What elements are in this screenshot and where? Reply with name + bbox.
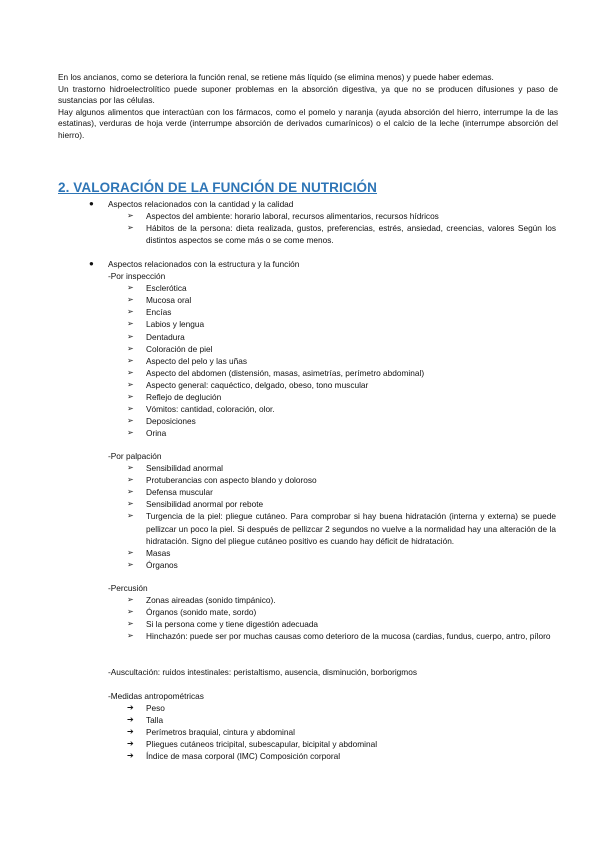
arrow-bullet-icon: ➢	[127, 607, 134, 617]
list-item-row	[0, 391, 600, 403]
arrow-bullet-icon: ➢	[127, 475, 134, 485]
arrow-bullet-icon: ➢	[127, 631, 134, 641]
list-item: Orina	[146, 428, 167, 439]
list-item: Hinchazón: puede ser por muchas causas como deterioro de la mucosa (cardias, fundus, cuerpo, antro, píloro	[146, 631, 551, 642]
list-item: Vómitos: cantidad, coloración, olor.	[146, 404, 275, 415]
arrow-bullet-icon: ➢	[127, 463, 134, 473]
arrow-bullet-icon: ➢	[127, 355, 134, 365]
arrow-bullet-icon: ➢	[127, 487, 134, 497]
section-heading: 2. VALORACIÓN DE LA FUNCIÓN DE NUTRICIÓN	[58, 180, 378, 195]
intro-paragraph: Hay algunos alimentos que interactúan con los fármacos, como el pomelo y naranja (ayuda absorción del hierro, interrumpe la de las estatinas), verduras de hoja verde (interrumpe absorción de derivados cumarínicos) o el calcio de la leche (interrumpe absorción del hierro).	[58, 106, 558, 140]
list-item-row	[0, 750, 600, 762]
list-item-row	[0, 738, 600, 750]
list-item: Si la persona come y tiene digestión adecuada	[146, 619, 319, 630]
arrow-bullet-icon: ➢	[127, 392, 134, 402]
list-item: Coloración de piel	[146, 343, 213, 354]
list-item-row	[0, 702, 600, 714]
arrow-bullet-icon: ➢	[127, 379, 134, 389]
list-item-row	[0, 618, 600, 630]
intro-paragraph: En los ancianos, como se deteriora la función renal, se retiene más líquido (se elimina menos) y puede haber edemas.	[58, 72, 494, 82]
list-item: Sensibilidad anormal	[146, 463, 224, 474]
section-quantity-quality	[0, 198, 600, 246]
arrow-bullet-icon: ➢	[127, 319, 134, 329]
auscultation-block	[0, 666, 600, 678]
list-item-row	[0, 415, 600, 427]
list-item-row	[0, 726, 600, 738]
list-item: Aspectos del ambiente: horario laboral, recursos alimentarios, recursos hídricos	[146, 211, 439, 222]
arrow-bullet-icon: ➔	[127, 727, 134, 737]
auscultation-line: -Auscultación: ruidos intestinales: peristaltismo, ausencia, disminución, borborigmos	[108, 667, 417, 677]
list-item-row	[0, 355, 600, 367]
list-item-row	[0, 306, 600, 318]
list-item: Mucosa oral	[146, 295, 192, 306]
subsection-label: -Por inspección	[108, 271, 166, 282]
list-item: Sensibilidad anormal por rebote	[146, 499, 264, 510]
list-item: Defensa muscular	[146, 487, 213, 498]
arrow-bullet-icon: ➢	[127, 211, 134, 221]
list-item-row	[0, 486, 600, 498]
list-item: Perímetros braquial, cintura y abdominal	[146, 727, 295, 738]
palpation-block	[0, 450, 600, 571]
list-item: Aspecto del pelo y las uñas	[146, 355, 248, 366]
arrow-bullet-icon: ➢	[127, 595, 134, 605]
list-item: Encías	[146, 307, 172, 318]
list-item-row	[0, 343, 600, 355]
list-item-row	[0, 547, 600, 559]
arrow-bullet-icon: ➢	[127, 619, 134, 629]
list-item-row	[0, 474, 600, 486]
inspection-list	[0, 282, 600, 439]
list-item: Talla	[146, 715, 164, 726]
section-structure-function	[0, 258, 600, 439]
arrow-bullet-icon: ➢	[127, 404, 134, 414]
arrow-bullet-icon: ➢	[127, 547, 134, 557]
arrow-bullet-icon: ➢	[127, 307, 134, 317]
list-item: Hábitos de la persona: dieta realizada, gustos, preferencias, estrés, ansiedad, creencias, valores Según los distintos aspectos se come más o se come menos.	[146, 223, 556, 246]
bullet-icon: ●	[89, 259, 94, 268]
list-item-row	[0, 462, 600, 474]
list-item-row	[0, 294, 600, 306]
arrow-bullet-icon: ➔	[127, 751, 134, 761]
subsection-label: -Medidas antropométricas	[108, 691, 204, 701]
arrow-bullet-icon: ➢	[127, 331, 134, 341]
arrow-bullet-icon: ➢	[127, 295, 134, 305]
arrow-bullet-icon: ➔	[127, 715, 134, 725]
anthropometric-list	[0, 702, 600, 762]
arrow-bullet-icon: ➢	[127, 367, 134, 377]
subsection-label: -Por palpación	[108, 451, 162, 461]
list-item-row	[0, 282, 600, 294]
subsection-label: -Percusión	[108, 583, 148, 593]
list-item-title: Aspectos relacionados con la estructura y la función	[108, 259, 300, 269]
arrow-bullet-icon: ➔	[127, 739, 134, 749]
list-item: Órganos (sonido mate, sordo)	[146, 607, 257, 618]
list-item: Protuberancias con aspecto blando y doloroso	[146, 475, 317, 486]
arrow-bullet-icon: ➢	[127, 283, 134, 293]
palpation-list	[0, 462, 600, 510]
bullet-icon: ●	[89, 199, 94, 208]
list-item-row	[0, 379, 600, 391]
list-item-row	[0, 427, 600, 439]
percussion-list	[0, 594, 600, 630]
list-item-row	[0, 498, 600, 510]
arrow-bullet-icon: ➢	[127, 511, 134, 521]
list-item-row	[0, 594, 600, 606]
list-item-row	[0, 318, 600, 330]
palpation-list-continued	[0, 547, 600, 571]
arrow-bullet-icon: ➔	[127, 703, 134, 713]
percussion-block	[0, 582, 600, 642]
list-item: Masas	[146, 547, 171, 558]
list-item: Aspecto general: caquéctico, delgado, obeso, tono muscular	[146, 379, 369, 390]
list-item: Turgencia de la piel: pliegue cutáneo. Para comprobar si hay buena hidratación (interna y externa) se puede pellizcar un poco la piel. Si después de pellizcar 2 segundos no vuelve a la normalidad hay una alteración de la hidratación. Signo del pliegue cutáneo positivo es cuando hay déficit de hidratación.	[146, 511, 556, 546]
arrow-bullet-icon: ➢	[127, 343, 134, 353]
list-item: Aspecto del abdomen (distensión, masas, asimetrías, perímetro abdominal)	[146, 367, 425, 378]
intro-paragraph: Un trastorno hidroelectrolítico puede suponer problemas en la absorción digestiva, ya que no se producen difusiones y paso de sustancias por las células.	[58, 83, 558, 106]
list-item: Órganos	[146, 559, 178, 570]
anthropometric-block	[0, 690, 600, 763]
list-item-row	[0, 559, 600, 571]
list-item: Dentadura	[146, 331, 185, 342]
list-item-row	[0, 331, 600, 343]
list-item: Labios y lengua	[146, 319, 205, 330]
arrow-bullet-icon: ➢	[127, 223, 134, 233]
list-item-row	[0, 403, 600, 415]
list-item-row	[0, 714, 600, 726]
list-item-title: Aspectos relacionados con la cantidad y la calidad	[108, 199, 294, 209]
list-item: Esclerótica	[146, 283, 187, 294]
list-item: Deposiciones	[146, 416, 196, 427]
arrow-bullet-icon: ➢	[127, 499, 134, 509]
list-item-row	[0, 606, 600, 618]
arrow-bullet-icon: ➢	[127, 416, 134, 426]
list-item: Peso	[146, 703, 165, 714]
arrow-bullet-icon: ➢	[127, 428, 134, 438]
list-item: Reflejo de deglución	[146, 392, 222, 403]
list-item-row	[0, 367, 600, 379]
arrow-bullet-icon: ➢	[127, 559, 134, 569]
intro-paragraphs	[58, 72, 558, 142]
list-item: Zonas aireadas (sonido timpánico).	[146, 595, 276, 606]
list-item: Índice de masa corporal (IMC) Composición corporal	[146, 751, 341, 762]
list-item: Pliegues cutáneos tricipital, subescapular, bicipital y abdominal	[146, 739, 378, 750]
